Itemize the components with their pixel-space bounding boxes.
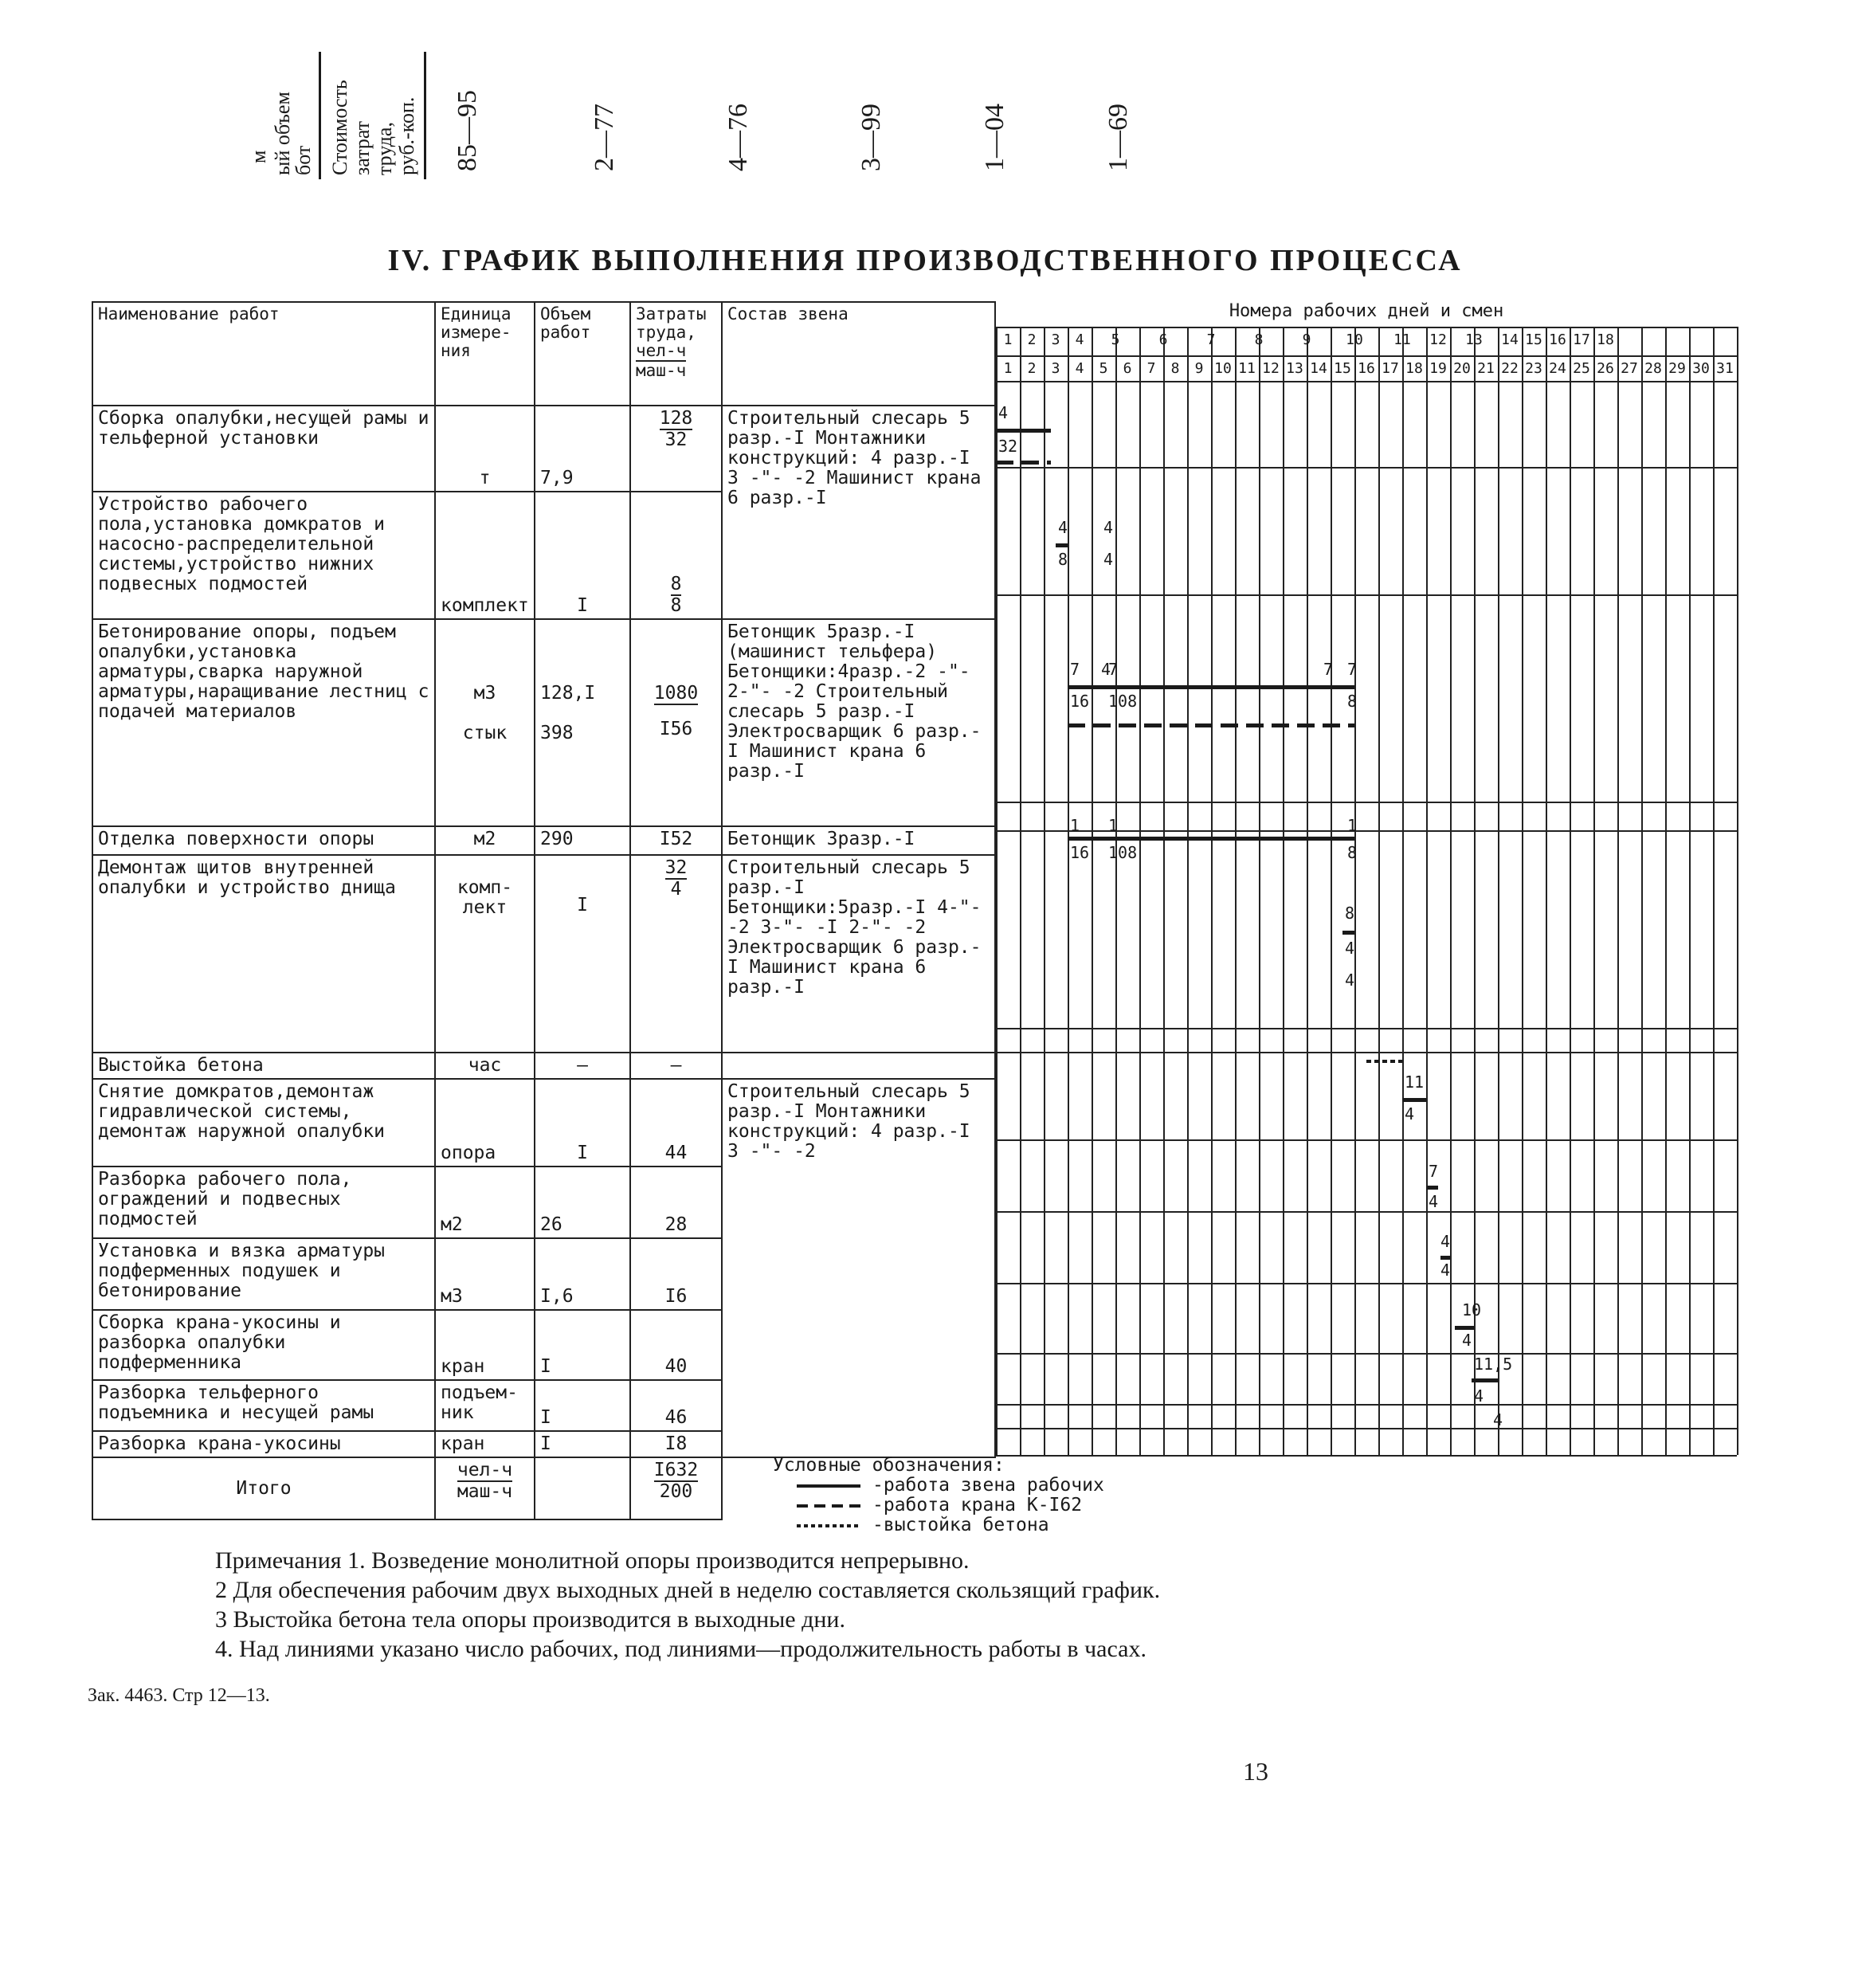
table-total-row: Итого $\frac{\text{чел-ч}}{\text{маш-ч}}$ $\frac{I632}{200}$ xyxy=(92,1457,995,1519)
gantt-label: 8 xyxy=(1345,904,1355,923)
top-cost-strip xyxy=(239,44,1195,187)
strip-header-7: руб.-коп. xyxy=(395,96,418,175)
gantt-bar-crew xyxy=(1342,931,1354,935)
gantt-day-num: 18 xyxy=(1597,331,1614,348)
strip-header-6: труда, xyxy=(373,122,396,175)
section-title: IV. ГРАФИК ВЫПОЛНЕНИЯ ПРОИЗВОДСТВЕННОГО ПРОЦЕССА xyxy=(387,244,1463,277)
gantt-shift-num: 17 xyxy=(1382,360,1399,377)
gantt-label: 4 xyxy=(1101,660,1111,679)
strip-header-1: м xyxy=(247,150,270,163)
table-row: Отделка поверхности опоры м2 290 I52 Бетонщик 3разр.-I xyxy=(92,826,995,855)
gantt-bar-crew xyxy=(1056,543,1068,547)
table-row: Снятие домкратов,демонтаж гидравлической системы, демонтаж наружной опалубки опора I 44 Строительный слесарь 5 разр.-I Монтажники конструкций: 4 разр.-I 3 -"- -2 xyxy=(92,1079,995,1167)
header-unit: Единица измере-ния xyxy=(435,302,535,406)
gantt-day-num: 1 xyxy=(1003,331,1013,348)
gantt-label: 4 xyxy=(1493,1410,1503,1429)
gantt-col-line xyxy=(1307,327,1308,1455)
gantt-col-line xyxy=(1020,327,1021,1455)
gantt-shift-num: 4 xyxy=(1075,360,1084,377)
gantt-day-num: 16 xyxy=(1549,331,1566,348)
gantt-col-line xyxy=(1474,327,1476,1455)
gantt-label: 16 xyxy=(1070,843,1090,862)
gantt-label: 11 xyxy=(1405,1072,1425,1092)
table-row: Устройство рабочего пола,установка домкратов и насосно-распределительной системы,устройство нижних подвесных подмостей комплект I $\frac{8}{8}$ xyxy=(92,492,995,619)
gantt-row-line xyxy=(996,1139,1737,1141)
gantt-bar-crew xyxy=(1472,1378,1498,1382)
gantt-bar-curing xyxy=(1366,1060,1402,1063)
page-number: 13 xyxy=(1243,1757,1268,1786)
gantt-row-line xyxy=(996,1028,1737,1029)
gantt-shift-num: 28 xyxy=(1644,360,1662,377)
gantt-bar-crew xyxy=(1068,837,1354,841)
gantt-row-line xyxy=(996,830,1737,832)
gantt-day-num: 7 xyxy=(1206,331,1216,348)
note-4: 4. Над линиями указано число рабочих, под линиями—продолжительность работы в часах. xyxy=(215,1636,1146,1662)
gantt-shift-num: 29 xyxy=(1668,360,1686,377)
gantt-label: 108 xyxy=(1108,843,1138,862)
gantt-label: 4 xyxy=(998,403,1009,422)
legend-item: -работа звена рабочих xyxy=(773,1476,1005,1496)
gantt-label: 7 xyxy=(1070,660,1080,679)
gantt-label: 1 xyxy=(1108,816,1119,835)
gantt-shift-num: 26 xyxy=(1597,360,1614,377)
header-labor: Затраты труда, $\frac{\text{чел-ч}}{\text{маш-ч}}$ xyxy=(630,302,722,406)
table-row: Разборка крана-укосины кран I I8 xyxy=(92,1431,995,1457)
gantt-shift-num: 6 xyxy=(1123,360,1132,377)
gantt-shift-num: 25 xyxy=(1573,360,1590,377)
table-row: Сборка опалубки,несущей рамы и тельферной установки т 7,9 $\frac{128}{32}$ Строительный слесарь 5 разр.-I Монтажники конструкций: 4 разр.-I 3 -"- -2 Машинист крана 6 разр.-I xyxy=(92,406,995,492)
gantt-row-line xyxy=(996,594,1737,596)
gantt-col-line xyxy=(1593,327,1595,1455)
strip-value-2: 2—77 xyxy=(590,104,619,171)
gantt-shift-num: 27 xyxy=(1621,360,1638,377)
gantt-col-line xyxy=(1068,327,1069,1455)
gantt-shift-num: 31 xyxy=(1716,360,1734,377)
gantt-day-num: 2 xyxy=(1027,331,1037,348)
gantt-col-line xyxy=(1402,327,1404,1455)
gantt-rule xyxy=(996,1455,1737,1457)
gantt-label: 8 xyxy=(1347,843,1358,862)
gantt-label: 108 xyxy=(1108,692,1138,711)
gantt-col-line xyxy=(996,327,998,1455)
gantt-shift-num: 12 xyxy=(1262,360,1280,377)
gantt-label: 4 xyxy=(1103,550,1114,569)
gantt-day-num: 13 xyxy=(1465,331,1483,348)
gantt-col-line xyxy=(1450,327,1452,1455)
gantt-col-line xyxy=(1378,327,1380,1455)
gantt-col-line xyxy=(1187,327,1189,1455)
gantt-row-line xyxy=(996,1052,1737,1053)
gantt-bar-crane xyxy=(996,461,1051,465)
gantt-col-line xyxy=(1498,327,1499,1455)
gantt-rule xyxy=(996,355,1737,357)
gantt-label: 8 xyxy=(1058,550,1068,569)
order-ref: Зак. 4463. Стр 12—13. xyxy=(88,1685,270,1706)
gantt-day-num: 6 xyxy=(1158,331,1168,348)
header-labor-a: чел-ч xyxy=(636,341,687,360)
gantt-label: 4 xyxy=(1405,1104,1415,1123)
gantt-label: 4 xyxy=(1103,518,1114,537)
gantt-shift-num: 13 xyxy=(1286,360,1303,377)
gantt-shift-num: 19 xyxy=(1429,360,1447,377)
gantt-label: 7 xyxy=(1108,660,1119,679)
gantt-shift-num: 9 xyxy=(1194,360,1204,377)
gantt-chart xyxy=(996,301,1737,1457)
gantt-shift-num: 21 xyxy=(1477,360,1495,377)
gantt-rule xyxy=(996,381,1737,382)
legend xyxy=(773,1455,1104,1535)
gantt-col-line xyxy=(1163,327,1165,1455)
gantt-label: 10 xyxy=(1462,1300,1482,1319)
gantt-label: 7 xyxy=(1347,660,1358,679)
strip-value-4: 3—99 xyxy=(856,104,886,171)
gantt-day-num: 3 xyxy=(1051,331,1060,348)
legend-title: Условные обозначения: xyxy=(773,1455,1005,1476)
gantt-row-line xyxy=(996,1353,1737,1355)
gantt-label: 4 xyxy=(1345,970,1355,990)
gantt-label: 32 xyxy=(998,437,1018,456)
gantt-col-line xyxy=(1617,327,1619,1455)
table-header-row xyxy=(92,302,995,406)
gantt-col-line xyxy=(1139,327,1141,1455)
gantt-bar-crew xyxy=(996,429,1051,433)
gantt-col-line xyxy=(1522,327,1523,1455)
gantt-day-num: 14 xyxy=(1501,331,1519,348)
gantt-col-line xyxy=(1115,327,1117,1455)
gantt-shift-num: 8 xyxy=(1170,360,1180,377)
gantt-shift-num: 30 xyxy=(1692,360,1710,377)
table-row: Разборка рабочего пола, ограждений и подвесных подмостей м2 26 28 xyxy=(92,1167,995,1238)
works-table xyxy=(92,301,996,1520)
gantt-bar-crew xyxy=(1440,1256,1450,1260)
table-row: Бетонирование опоры, подъем опалубки,установка арматуры,сварка наружной арматуры,наращивание лестниц с подачей материалов м3 стык 128,I 398 $\frac{1080}{I56}$ Бетонщик 5разр.-I (машинист тельфера) Бетонщики:4разр.-2 -"- 2-"- -2 Строительный слесарь 5 разр.-I Электросварщик 6 разр.-I Машинист крана 6 разр.-I xyxy=(92,619,995,826)
gantt-shift-num: 14 xyxy=(1310,360,1327,377)
gantt-label: 4 xyxy=(1345,939,1355,958)
gantt-label: 4 xyxy=(1440,1232,1451,1251)
strip-value-1: 85—95 xyxy=(453,90,482,171)
gantt-bar-crew xyxy=(1068,685,1354,689)
gantt-label: 4 xyxy=(1058,518,1068,537)
gantt-shift-num: 5 xyxy=(1099,360,1108,377)
gantt-col-line xyxy=(1331,327,1332,1455)
gantt-col-line xyxy=(1546,327,1547,1455)
gantt-bar-crane xyxy=(1068,723,1354,727)
gantt-col-line xyxy=(1713,327,1715,1455)
gantt-day-num: 11 xyxy=(1393,331,1411,348)
gantt-day-num: 12 xyxy=(1429,331,1447,348)
gantt-row-line xyxy=(996,1428,1737,1429)
strip-header-3: бот xyxy=(292,145,315,175)
strip-value-5: 1—04 xyxy=(980,104,1009,171)
gantt-col-line xyxy=(1092,327,1093,1455)
gantt-row-line xyxy=(996,467,1737,469)
gantt-shift-num: 23 xyxy=(1525,360,1542,377)
gantt-shift-num: 18 xyxy=(1405,360,1423,377)
gantt-col-line xyxy=(1689,327,1691,1455)
legend-item: -работа крана К-I62 xyxy=(773,1496,1005,1516)
gantt-row-line xyxy=(996,1211,1737,1213)
header-crew: Состав звена xyxy=(722,302,995,406)
gantt-bar-crew xyxy=(1402,1098,1426,1102)
gantt-day-num: 8 xyxy=(1254,331,1264,348)
gantt-col-line xyxy=(1211,327,1213,1455)
gantt-day-num: 17 xyxy=(1573,331,1590,348)
header-volume: Объем работ xyxy=(535,302,630,406)
gantt-shift-num: 16 xyxy=(1358,360,1375,377)
gantt-caption: Номера рабочих дней и смен xyxy=(1229,301,1504,321)
gantt-col-line xyxy=(1354,327,1356,1455)
gantt-label: 1 xyxy=(1347,816,1358,835)
gantt-col-line xyxy=(1044,327,1045,1455)
table-row: Демонтаж щитов внутренней опалубки и устройство днища комп-лект I $\frac{32}{4}$ Строительный слесарь 5 разр.-I Бетонщики:5разр.-I 4-"- -2 3-"- -I 2-"- -2 Электросварщик 6 разр.-I Машинист крана 6 разр.-I xyxy=(92,855,995,1053)
gantt-label: 7 xyxy=(1323,660,1334,679)
gantt-col-line xyxy=(1283,327,1284,1455)
table-row: Сборка крана-укосины и разборка опалубки подферменника кран I 40 xyxy=(92,1310,995,1380)
gantt-col-line xyxy=(1641,327,1643,1455)
gantt-col-line xyxy=(1665,327,1667,1455)
gantt-shift-num: 10 xyxy=(1214,360,1232,377)
gantt-row-line xyxy=(996,1404,1737,1406)
gantt-shift-num: 3 xyxy=(1051,360,1060,377)
strip-value-3: 4—76 xyxy=(723,104,753,171)
note-2: 2 Для обеспечения рабочим двух выходных дней в неделю составляется скользящий график. xyxy=(215,1577,1161,1603)
gantt-label: 1 xyxy=(1070,816,1080,835)
legend-item: -выстойка бетона xyxy=(773,1516,1005,1535)
note-1: Примечания 1. Возведение монолитной опоры производится непрерывно. xyxy=(215,1547,970,1574)
gantt-shift-num: 20 xyxy=(1453,360,1471,377)
gantt-shift-num: 2 xyxy=(1027,360,1037,377)
strip-header-4: Стоимость xyxy=(328,80,351,175)
gantt-label: 11,5 xyxy=(1474,1355,1513,1374)
gantt-day-num: 4 xyxy=(1075,331,1084,348)
gantt-label: 8 xyxy=(1347,692,1358,711)
gantt-label: 16 xyxy=(1070,692,1090,711)
gantt-col-line xyxy=(1259,327,1260,1455)
gantt-col-line xyxy=(1426,327,1428,1455)
gantt-shift-num: 11 xyxy=(1238,360,1256,377)
table-row: Разборка тельферного подъемника и несущей рамы подъем-ник I 46 xyxy=(92,1380,995,1431)
header-labor-b: маш-ч xyxy=(636,361,687,380)
gantt-col-line xyxy=(1570,327,1571,1455)
gantt-day-num: 10 xyxy=(1346,331,1363,348)
gantt-day-num: 9 xyxy=(1302,331,1311,348)
note-3: 3 Выстойка бетона тела опоры производится в выходные дни. xyxy=(215,1606,845,1633)
table-row: Установка и вязка арматуры подферменных подушек и бетонирование м3 I,6 I6 xyxy=(92,1238,995,1310)
gantt-bar-crew xyxy=(1426,1186,1438,1190)
gantt-day-num: 15 xyxy=(1525,331,1542,348)
gantt-row-line xyxy=(996,802,1737,803)
gantt-day-num: 5 xyxy=(1111,331,1120,348)
gantt-row-line xyxy=(996,1283,1737,1284)
table-row: Выстойка бетона час — — xyxy=(92,1053,995,1079)
gantt-shift-num: 7 xyxy=(1146,360,1156,377)
gantt-label: 7 xyxy=(1429,1162,1439,1181)
notes xyxy=(215,1546,1649,1664)
gantt-label: 4 xyxy=(1462,1331,1472,1350)
gantt-bar-crew xyxy=(1455,1326,1474,1330)
strip-header-2: ый объем xyxy=(271,92,294,175)
gantt-col-line xyxy=(1235,327,1237,1455)
header-name: Наименование работ xyxy=(92,302,435,406)
gantt-label: 4 xyxy=(1429,1192,1439,1211)
gantt-col-line xyxy=(1737,327,1738,1455)
gantt-shift-num: 1 xyxy=(1003,360,1013,377)
gantt-shift-num: 15 xyxy=(1334,360,1351,377)
strip-value-6: 1—69 xyxy=(1103,104,1133,171)
gantt-shift-num: 24 xyxy=(1549,360,1566,377)
gantt-label: 4 xyxy=(1474,1386,1484,1406)
gantt-label: 4 xyxy=(1440,1261,1451,1280)
gantt-rule xyxy=(996,327,1737,328)
gantt-shift-num: 22 xyxy=(1501,360,1519,377)
strip-header-5: затрат xyxy=(351,120,374,175)
